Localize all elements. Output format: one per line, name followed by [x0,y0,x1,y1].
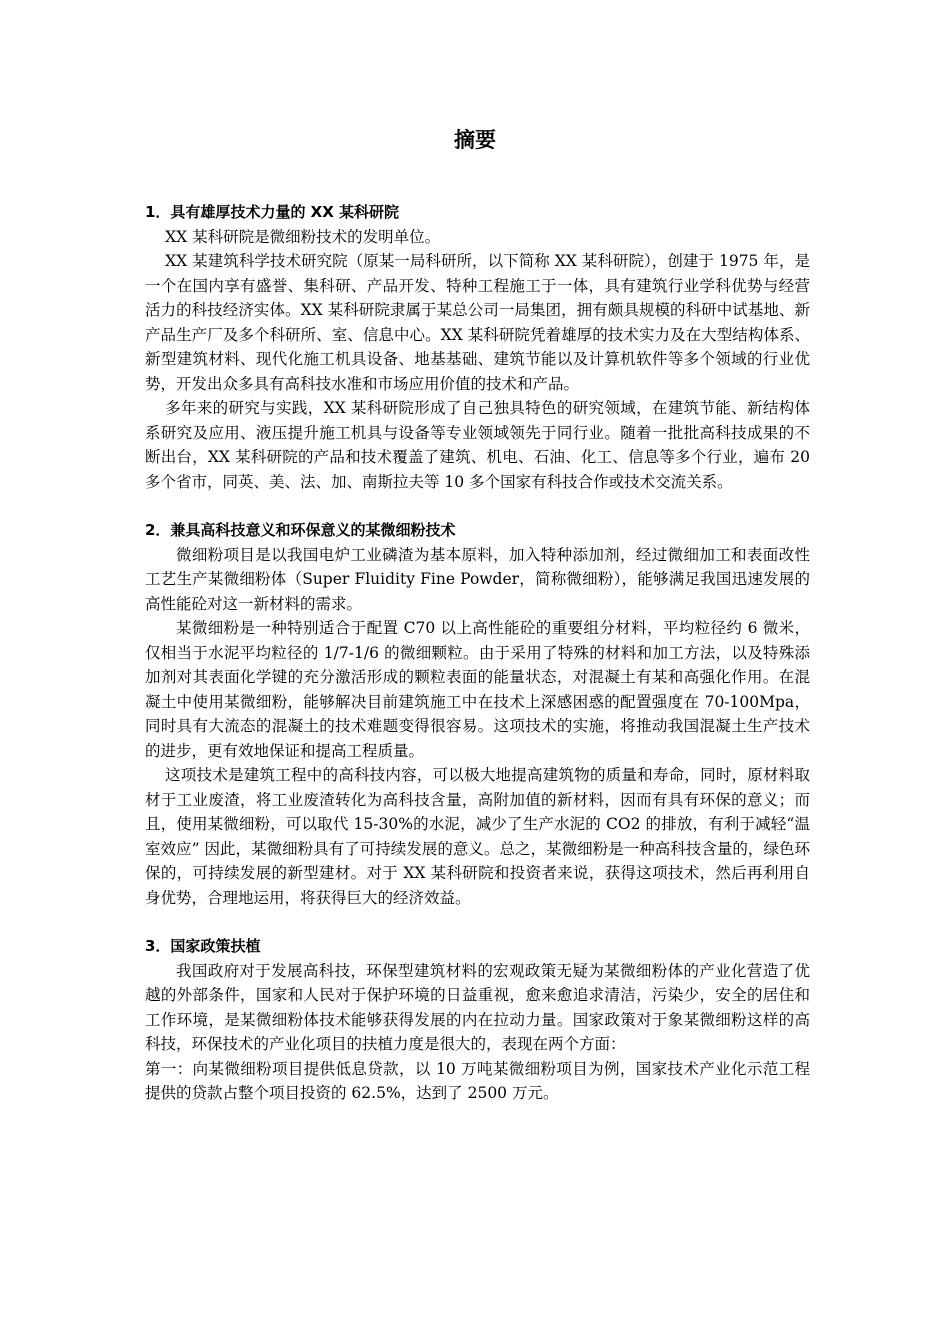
paragraph: 我国政府对于发展高科技，环保型建筑材料的宏观政策无疑为某微细粉体的产业化营造了优越的外部条件，国家和人民对于保护环境的日益重视，愈来愈追求清洁，污染少，安全的居住和工作环境，是某微细粉体技术能够获得发展的内在拉动力量。国家政策对于象某微细粉这样的高科技，环保技术的产业化项目的扶植力度是很大的，表现在两个方面： [145,961,810,1053]
paragraph: 多年来的研究与实践，XX 某科研院形成了自己独具特色的研究领域，在建筑节能、新结构体系研究及应用、液压提升施工机具与设备等专业领域领先于同行业。随着一批批高科技成果的不断出台，XX 某科研院的产品和技术覆盖了建筑、机电、石油、化工、信息等多个行业，遍布 20 多个省市，同英、美、法、加、南斯拉夫等 10 多个国家有科技合作或技术交流关系。 [145,399,810,491]
section-1 [145,200,810,494]
paragraph: 第一：向某微细粉项目提供低息贷款，以 10 万吨某微细粉项目为例，国家技术产业化示范工程提供的贷款占整个项目投资的 62.5%，达到了 2500 万元。 [145,1059,810,1102]
section-3 [145,934,810,1106]
page-title: 摘要 [454,128,496,152]
document-body [145,200,810,1106]
section-spacer [145,494,810,518]
section-spacer [145,910,810,934]
section-heading: 2．兼具高科技意义和环保意义的某微细粉技术 [145,521,456,539]
paragraph: XX 某科研院是微细粉技术的发明单位。 [165,227,441,246]
paragraph: 某微细粉是一种特别适合于配置 C70 以上高性能砼的重要组分材料，平均粒径约 6 微米，仅相当于水泥平均粒径的 1/7-1/6 的微细颗粒。由于采用了特殊的材料和加工方法，以及特殊添加剂对其表面化学键的充分激活形成的颗粒表面的能量状态，对混凝土有某和高强化作用。在混凝土中使用某微细粉，能够解决目前建筑施工中在技术上深感困惑的配置强度在 70-100Mpa，同时具有大流态的混凝土的技术难题变得很容易。这项技术的实施，将推动我国混凝土生产技术的进步，更有效地保证和提高工程质量。 [145,619,810,760]
paragraph: XX 某建筑科学技术研究院（原某一局科研所，以下简称 XX 某科研院），创建于 1975 年，是一个在国内享有盛誉、集科研、产品开发、特种工程施工于一体，具有建筑行业学科优势与经营活力的科技经济实体。XX 某科研院隶属于某总公司一局集团，拥有颇具规模的科研中试基地、新产品生产厂及多个科研所、室、信息中心。XX 某科研院凭着雄厚的技术实力及在大型结构体系、新型建筑材料、现代化施工机具设备、地基基础、建筑节能以及计算机软件等多个领域的行业优势，开发出众多具有高科技水准和市场应用价值的技术和产品。 [145,252,810,393]
section-2 [145,518,810,910]
paragraph: 这项技术是建筑工程中的高科技内容，可以极大地提高建筑物的质量和寿命，同时，原材料取材于工业废渣，将工业废渣转化为高科技含量，高附加值的新材料，因而有具有环保的意义；而且，使用某微细粉，可以取代 15-30%的水泥，减少了生产水泥的 CO2 的排放，有利于减轻“温室效应” 因此，某微细粉具有了可持续发展的意义。总之，某微细粉是一种高科技含量的，绿色环保的，可持续发展的新型建材。对于 XX 某科研院和投资者来说，获得这项技术，然后再利用自身优势，合理地运用，将获得巨大的经济效益。 [145,766,810,907]
section-heading: 3．国家政策扶植 [145,937,261,955]
paragraph: 微细粉项目是以我国电炉工业磷渣为基本原料，加入特种添加剂，经过微细加工和表面改性工艺生产某微细粉体（Super Fluidity Fine Powder，简称微细粉），能够满足我国迅速发展的高性能砼对这一新材料的需求。 [145,545,810,613]
section-heading: 1．具有雄厚技术力量的 XX 某科研院 [145,203,400,221]
